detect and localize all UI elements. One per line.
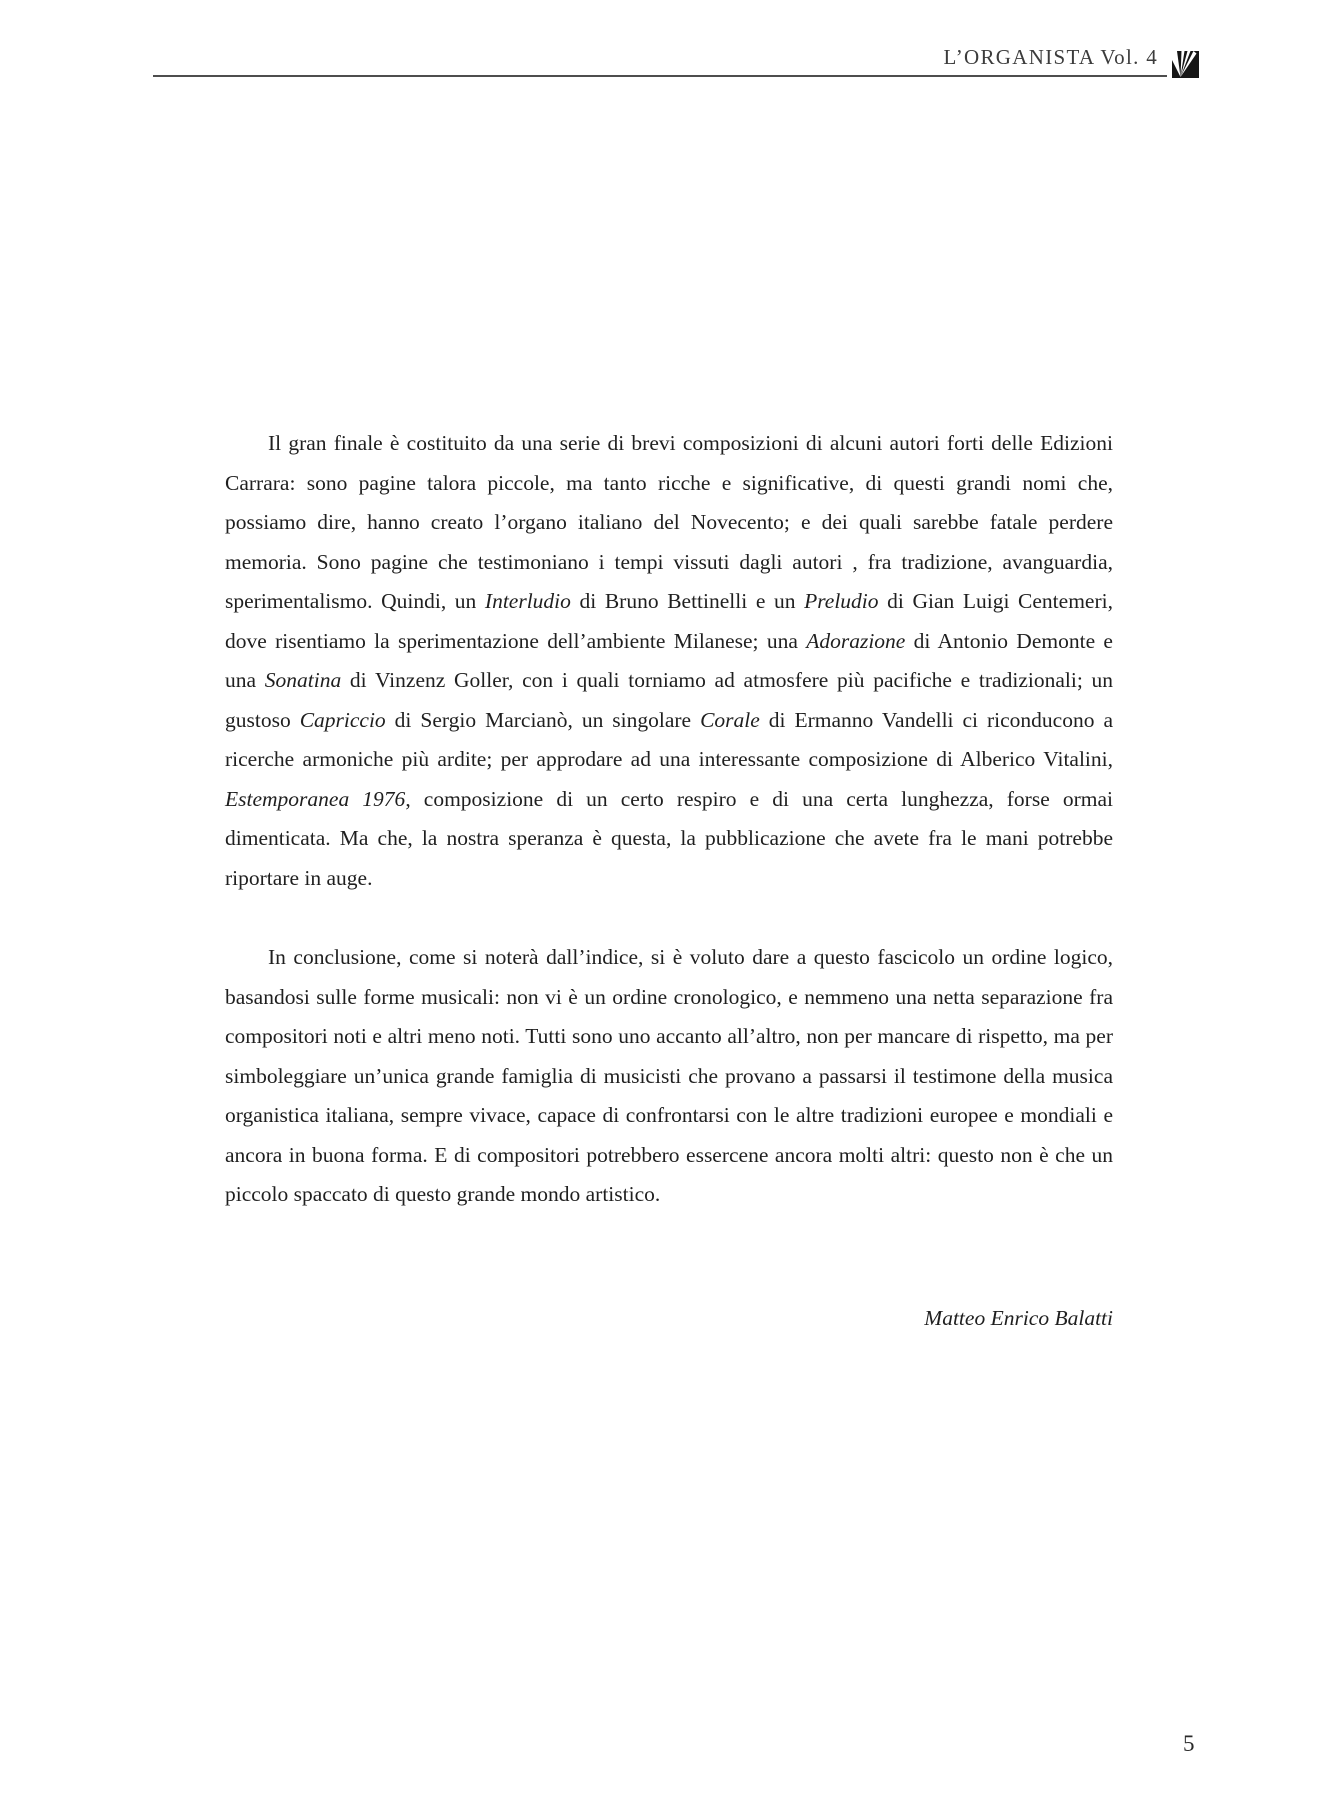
page-body: [225, 424, 1113, 1338]
paragraph-finale: Il gran finale è costituito da una serie di brevi composizioni di alcuni autori forti delle Edizioni Carrara: sono pagine talora piccole, ma tanto ricche e significative, di questi grandi nomi che, possiamo dire, hanno creato l’organo italiano del Novecento; e dei quali sarebbe fatale perdere memoria. Sono pagine che testimoniano i tempi vissuti dagli autori , fra tradizione, avanguardia, sperimentalismo. Quindi, un Interludio di Bruno Bettinelli e un Preludio di Gian Luigi Centemeri, dove risentiamo la sperimentazione dell’ambiente Milanese; una Adorazione di Antonio Demonte e una Sonatina di Vinzenz Goller, con i quali torniamo ad atmosfere più pacifiche e tradizionali; un gustoso Capriccio di Sergio Marcianò, un singolare Corale di Ermanno Vandelli ci riconducono a ricerche armoniche più ardite; per approdare ad una interessante composizione di Alberico Vitalini, Estemporanea 1976, composizione di un certo respiro e di una certa lunghezza, forse ormai dimenticata. Ma che, la nostra speranza è questa, la pubblicazione che avete fra le mani potrebbe riportare in auge.: [225, 431, 1113, 890]
header-rule: [153, 75, 1167, 77]
running-head-title: L’ORGANISTA Vol. 4: [943, 45, 1158, 69]
paragraph-conclusione: In conclusione, come si noterà dall’indice, si è voluto dare a questo fascicolo un ordine logico, basandosi sulle forme musicali: non vi è un ordine cronologico, e nemmeno una netta separazione fra compositori noti e altri meno noti. Tutti sono uno accanto all’altro, non per mancare di rispetto, ma per simboleggiare un’unica grande famiglia di musicisti che provano a passarsi il testimone della musica organistica italiana, sempre vivace, capace di confrontarsi con le altre tradizioni europee e mondiali e ancora in buona forma. E di compositori potrebbero essercene ancora molti altri: questo non è che un piccolo spaccato di questo grande mondo artistico.: [225, 945, 1113, 1206]
page-number: 5: [1183, 1731, 1195, 1756]
publisher-logo-icon: [1172, 51, 1199, 78]
author-signature: Matteo Enrico Balatti: [924, 1305, 1113, 1330]
